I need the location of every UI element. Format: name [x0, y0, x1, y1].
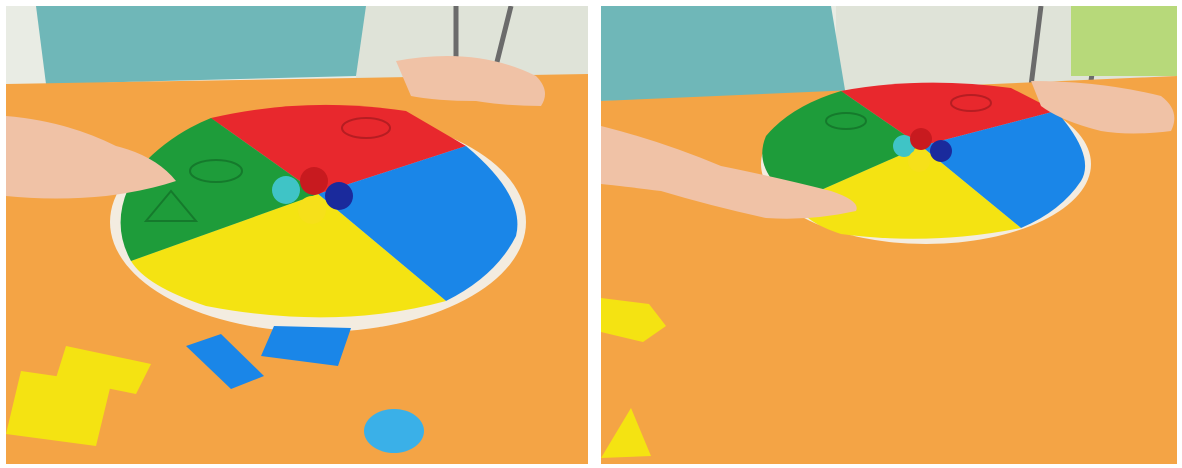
- red-token: [300, 167, 328, 195]
- left-photo: [6, 6, 588, 464]
- cyan-token: [272, 176, 300, 204]
- left-photo-scene: [6, 6, 588, 464]
- color-wheel-board: [761, 83, 1091, 244]
- navy-token: [930, 140, 952, 162]
- child-shirt: [601, 6, 846, 101]
- red-token: [910, 128, 932, 150]
- yellow-square: [6, 371, 111, 446]
- yellow-token: [908, 150, 930, 172]
- child-shirt: [36, 6, 366, 84]
- navy-token: [325, 182, 353, 210]
- yellow-token: [298, 196, 326, 224]
- right-photo: [601, 6, 1177, 464]
- outdoor-view: [1071, 6, 1177, 76]
- right-photo-scene: [601, 6, 1177, 464]
- light-blue-circle: [364, 409, 424, 453]
